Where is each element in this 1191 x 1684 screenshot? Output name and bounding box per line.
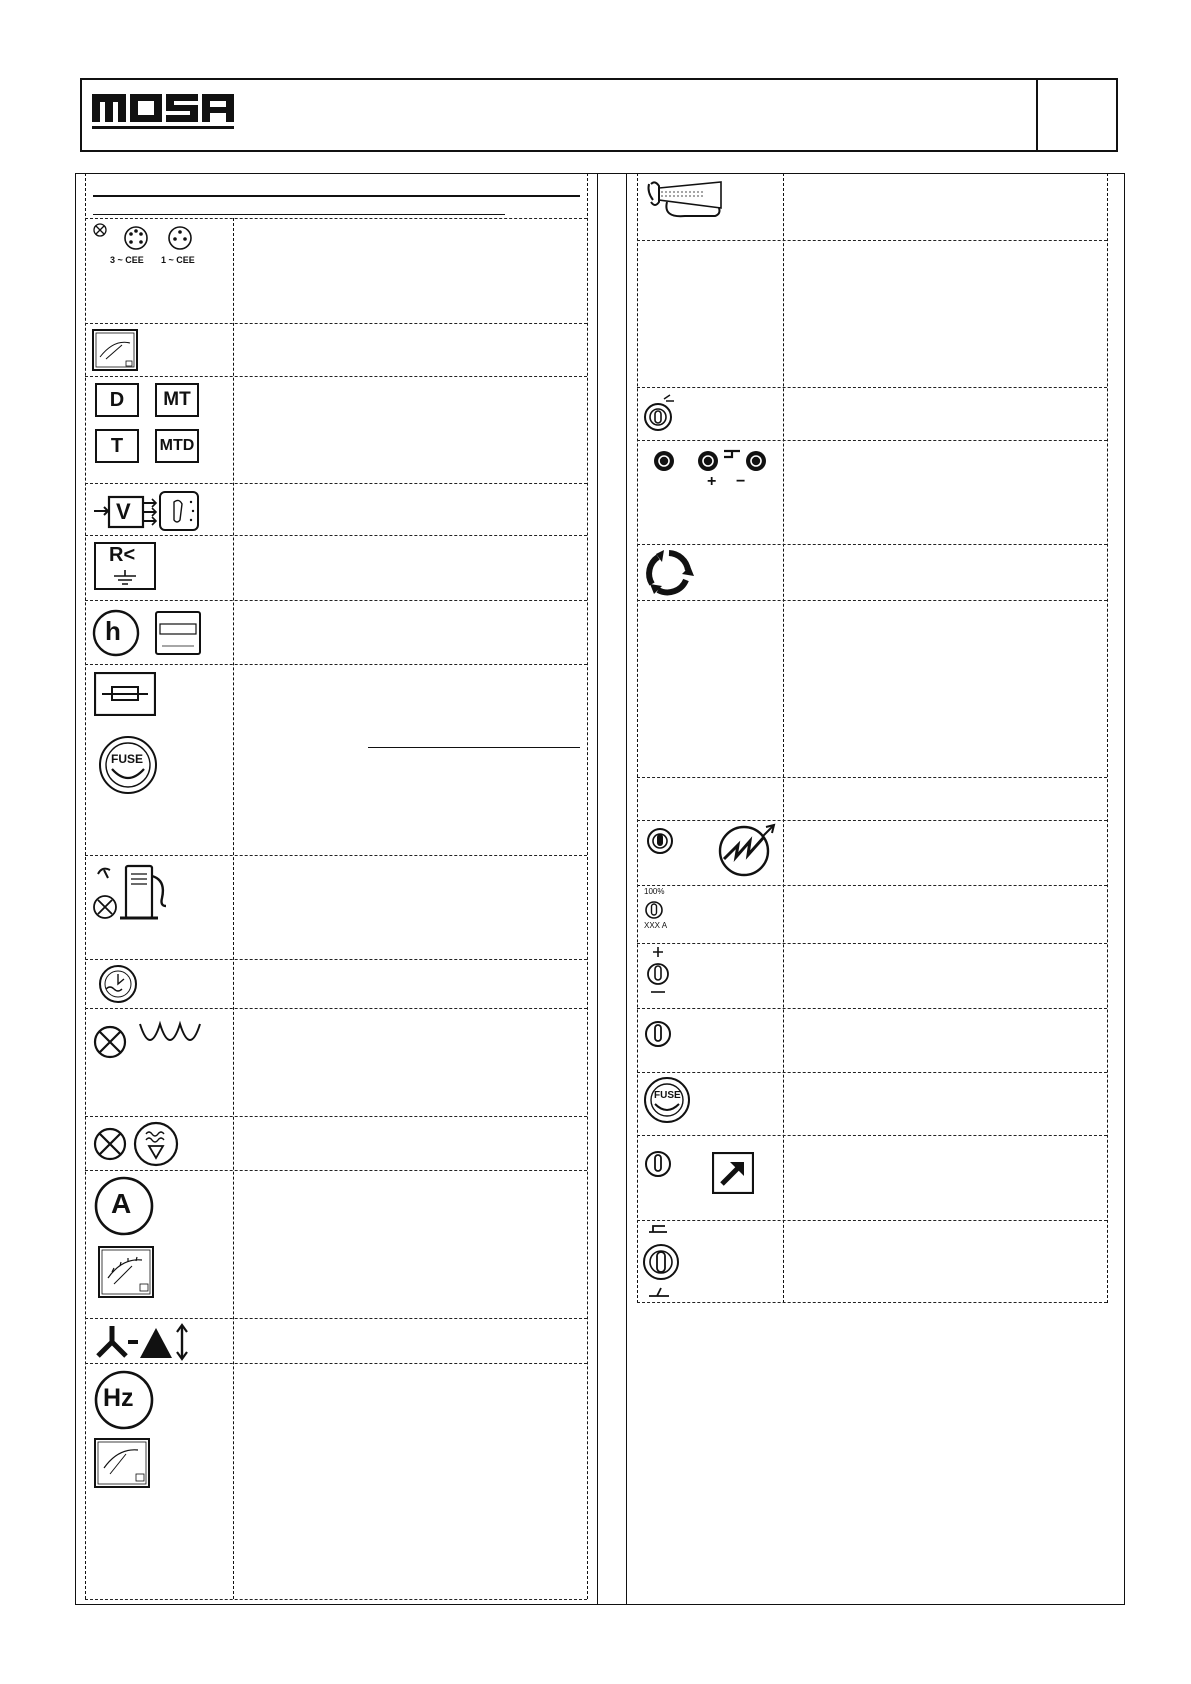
mosa-logo (90, 88, 245, 136)
row-line (637, 943, 1107, 944)
row-line (637, 544, 1107, 545)
output-selector-icon (643, 1222, 683, 1305)
plus-label: + (707, 473, 717, 490)
socket-3-label: 3 ~ CEE (110, 255, 144, 265)
remote-icon (712, 1152, 754, 1199)
right-table-border (637, 173, 638, 1303)
right-table-border-right (1107, 173, 1108, 1303)
insulation-icon (94, 542, 156, 590)
mode-mt-badge: MT (155, 383, 199, 417)
meter-icon (92, 329, 138, 376)
fuse-right-label: FUSE (654, 1090, 681, 1101)
minus-label: − (736, 473, 746, 490)
fuse-reset-icon-right (643, 1076, 691, 1124)
voltmeter-selector-icon (94, 490, 204, 532)
selector-knob-icon (643, 1018, 673, 1055)
hour-meter-label: h (105, 616, 121, 646)
fuse-icon (94, 672, 156, 721)
center-line-left (597, 173, 598, 1605)
row-line (637, 1008, 1107, 1009)
temperature-icon (92, 1120, 182, 1173)
insulation-label: R< (109, 544, 136, 566)
rotation-icon (644, 548, 694, 603)
frequency-gauge-icon (94, 1438, 150, 1493)
adjust-knob-icon (643, 946, 673, 1001)
row-line (85, 535, 587, 536)
row-line (85, 664, 587, 665)
row-line (637, 240, 1107, 241)
oil-pressure-icon (94, 965, 142, 1008)
row-line (637, 885, 1107, 886)
row-line (85, 855, 587, 856)
voltmeter-label: V (116, 499, 131, 524)
row-line (85, 218, 587, 219)
left-table-col-divider (233, 218, 234, 1599)
percent-label: 100% (644, 887, 665, 896)
left-title-underline (93, 214, 505, 215)
welding-sockets-icon (652, 447, 772, 491)
page-header (80, 78, 1118, 152)
frequency-icon (92, 1370, 156, 1430)
key-switch-icon (642, 393, 682, 438)
row-line (637, 1135, 1107, 1136)
row-line (85, 483, 587, 484)
row-line (85, 1599, 587, 1600)
fuel-icon (92, 862, 172, 927)
current-knob-icon (643, 887, 703, 933)
row-line (637, 1072, 1107, 1073)
row-line (85, 1008, 587, 1009)
horn-icon (645, 178, 725, 225)
mode-selector-icons (95, 383, 199, 473)
frequency-label: Hz (103, 1384, 134, 1412)
row-line (637, 777, 1107, 778)
left-text-rule (368, 747, 580, 748)
center-line-right (626, 173, 627, 1605)
row-line (85, 1116, 587, 1117)
left-table-border-right (587, 173, 588, 1599)
glow-plug-icon (92, 1016, 214, 1073)
arc-force-icon (716, 823, 782, 882)
socket-icon (92, 222, 204, 268)
fuse-reset-icon (96, 735, 160, 795)
ammeter-icon (92, 1176, 156, 1236)
left-table-border (85, 173, 86, 1599)
left-title-rule (93, 195, 580, 197)
row-line (637, 387, 1107, 388)
row-line (637, 600, 1107, 601)
row-line (85, 323, 587, 324)
fuse-reset-label: FUSE (111, 752, 144, 766)
row-line (85, 376, 587, 377)
row-line (637, 1220, 1107, 1221)
hour-meter-icon (92, 608, 202, 658)
row-line (637, 440, 1107, 441)
amp-label: XXX A (644, 921, 668, 930)
star-delta-icon (92, 1322, 190, 1367)
header-divider (1036, 80, 1038, 150)
mode-mtd-badge: MTD (155, 429, 199, 463)
row-line (637, 1302, 1107, 1303)
row-line (85, 959, 587, 960)
mode-d-badge: D (95, 383, 139, 417)
ammeter-label: A (111, 1188, 132, 1219)
ammeter-gauge-icon (98, 1246, 154, 1303)
row-line (85, 600, 587, 601)
knob-icon (645, 825, 675, 862)
right-table-col-divider (783, 173, 784, 1303)
mode-t-badge: T (95, 429, 139, 463)
remote-knob-icon (643, 1148, 673, 1185)
row-line (85, 1318, 587, 1319)
socket-1-label: 1 ~ CEE (161, 255, 195, 265)
row-line (637, 820, 1107, 821)
